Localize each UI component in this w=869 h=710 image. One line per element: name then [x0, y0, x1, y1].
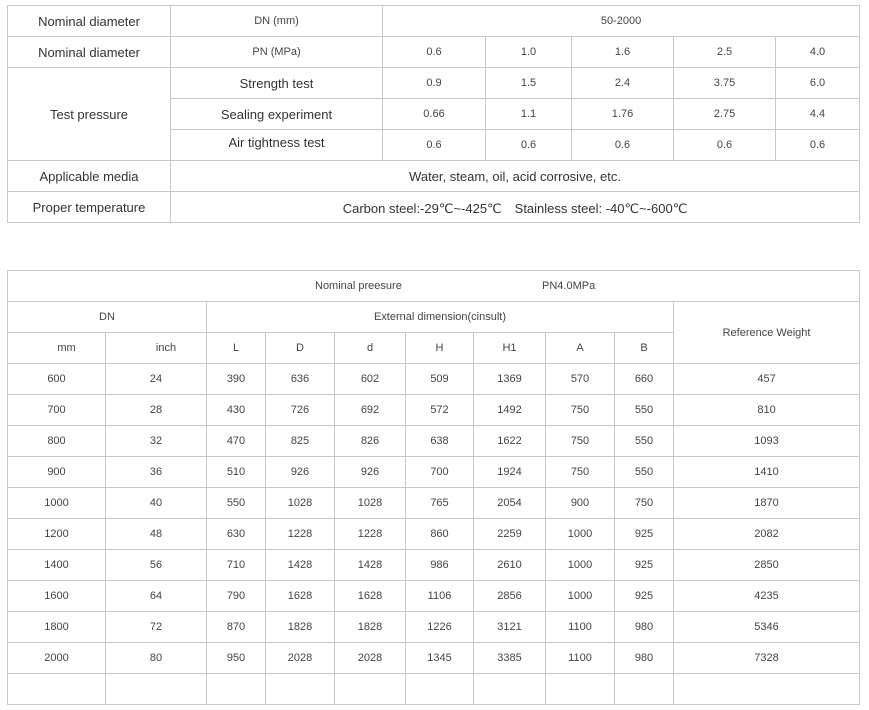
table-cell: 550 [615, 457, 674, 488]
table-cell: 56 [106, 550, 207, 581]
table-cell: 36 [106, 457, 207, 488]
table-cell-empty [406, 674, 474, 705]
spec-table [7, 5, 860, 223]
spec-value: 0.6 [776, 130, 860, 161]
table-cell: 1492 [474, 395, 546, 426]
table-cell: 1828 [335, 612, 406, 643]
table-cell: 1628 [266, 581, 335, 612]
dn-header: DN [8, 302, 207, 333]
table-cell: 430 [207, 395, 266, 426]
table-cell: 550 [615, 395, 674, 426]
spec-value: 4.0 [776, 37, 860, 68]
dimension-body [8, 364, 860, 705]
table-cell: 2259 [474, 519, 546, 550]
column-header-d-upper: D [266, 333, 335, 364]
table-row [8, 488, 860, 519]
column-header-h1: H1 [474, 333, 546, 364]
table-cell: 1100 [546, 612, 615, 643]
spec-row-media [8, 161, 860, 192]
table-cell: 826 [335, 426, 406, 457]
table-cell: 726 [266, 395, 335, 426]
table-cell: 870 [207, 612, 266, 643]
table-cell: 1028 [335, 488, 406, 519]
table-cell: 2028 [335, 643, 406, 674]
table-cell: 750 [546, 395, 615, 426]
table-cell: 1870 [674, 488, 860, 519]
table-cell: 1000 [8, 488, 106, 519]
table-cell: 1345 [406, 643, 474, 674]
table-cell: 1428 [266, 550, 335, 581]
table-cell: 3121 [474, 612, 546, 643]
table-cell: 4235 [674, 581, 860, 612]
spec-value: 0.6 [383, 130, 486, 161]
table-cell: 2054 [474, 488, 546, 519]
table-cell: 1622 [474, 426, 546, 457]
table-cell-empty [335, 674, 406, 705]
table-cell: 750 [615, 488, 674, 519]
table-cell: 1000 [546, 581, 615, 612]
table-cell: 790 [207, 581, 266, 612]
spec-value: 1.0 [486, 37, 572, 68]
test-name: Sealing experiment [171, 99, 383, 130]
spec-value: 1.6 [572, 37, 674, 68]
spec-unit: PN (MPa) [171, 37, 383, 68]
table-cell: 950 [207, 643, 266, 674]
spec-row-temperature [8, 192, 860, 223]
column-header-h: H [406, 333, 474, 364]
table-row [8, 395, 860, 426]
table-cell: 390 [207, 364, 266, 395]
table-cell: 800 [8, 426, 106, 457]
table-cell: 2028 [266, 643, 335, 674]
table-cell: 926 [335, 457, 406, 488]
table-cell: 28 [106, 395, 207, 426]
table-cell-empty [207, 674, 266, 705]
table-cell: 64 [106, 581, 207, 612]
table-cell: 600 [8, 364, 106, 395]
table-cell: 1428 [335, 550, 406, 581]
table-row [8, 643, 860, 674]
spec-value: 0.6 [674, 130, 776, 161]
spec-label: Proper temperature [8, 192, 171, 223]
column-header-b: B [615, 333, 674, 364]
table-cell: 1369 [474, 364, 546, 395]
table-cell: 72 [106, 612, 207, 643]
spec-value: 0.6 [383, 37, 486, 68]
table-cell: 900 [8, 457, 106, 488]
table-cell: 510 [207, 457, 266, 488]
table-cell: 2856 [474, 581, 546, 612]
table-cell: 636 [266, 364, 335, 395]
table-cell: 550 [207, 488, 266, 519]
table-cell: 1000 [546, 550, 615, 581]
table-cell: 925 [615, 519, 674, 550]
table-cell: 509 [406, 364, 474, 395]
table-cell: 1410 [674, 457, 860, 488]
table-cell: 457 [674, 364, 860, 395]
spec-value: 2.4 [572, 68, 674, 99]
table-row [8, 581, 860, 612]
spec-value: 0.66 [383, 99, 486, 130]
table-cell: 1828 [266, 612, 335, 643]
table-cell: 1228 [335, 519, 406, 550]
table-cell: 470 [207, 426, 266, 457]
table-cell: 1100 [546, 643, 615, 674]
table-cell: 7328 [674, 643, 860, 674]
spec-value: 6.0 [776, 68, 860, 99]
spec-row-strength [8, 68, 860, 99]
table-row [8, 426, 860, 457]
spec-value: 0.9 [383, 68, 486, 99]
table-cell: 1028 [266, 488, 335, 519]
table-cell: 40 [106, 488, 207, 519]
table-cell: 765 [406, 488, 474, 519]
table-row [8, 519, 860, 550]
spec-row-dn [8, 6, 860, 37]
table-cell: 692 [335, 395, 406, 426]
test-name: Strength test [171, 68, 383, 99]
table-cell: 986 [406, 550, 474, 581]
table-cell: 700 [8, 395, 106, 426]
table-cell: 2610 [474, 550, 546, 581]
table-cell: 32 [106, 426, 207, 457]
table-cell: 860 [406, 519, 474, 550]
table-cell: 638 [406, 426, 474, 457]
table-cell: 925 [615, 581, 674, 612]
table-cell: 1106 [406, 581, 474, 612]
table-cell: 660 [615, 364, 674, 395]
spec-unit: DN (mm) [171, 6, 383, 37]
table-cell-empty [474, 674, 546, 705]
table-cell: 48 [106, 519, 207, 550]
spec-label: Test pressure [8, 68, 171, 161]
nominal-pressure-value: PN4.0MPa [542, 280, 596, 292]
spec-value: 0.6 [572, 130, 674, 161]
table-cell: 1000 [546, 519, 615, 550]
table-cell: 925 [615, 550, 674, 581]
column-header-d-lower: d [335, 333, 406, 364]
test-name: Air tightness test [171, 130, 383, 161]
table-cell-empty [546, 674, 615, 705]
table-cell: 570 [546, 364, 615, 395]
table-cell: 700 [406, 457, 474, 488]
table-cell: 572 [406, 395, 474, 426]
spec-label: Nominal diameter [8, 37, 171, 68]
external-dimension-header: External dimension(cinsult) [207, 302, 674, 333]
spec-value: 3.75 [674, 68, 776, 99]
dim-header-row [8, 302, 860, 333]
table-cell: 3385 [474, 643, 546, 674]
spec-label: Applicable media [8, 161, 171, 192]
table-cell: 980 [615, 643, 674, 674]
table-cell: 750 [546, 457, 615, 488]
table-cell: 1200 [8, 519, 106, 550]
table-cell-empty [674, 674, 860, 705]
spec-value: Carbon steel:-29℃~-425℃ Stainless steel: -40℃~-600℃ [171, 192, 860, 223]
table-cell: 1800 [8, 612, 106, 643]
table-cell: 80 [106, 643, 207, 674]
spec-value: 1.5 [486, 68, 572, 99]
spec-row-pn [8, 37, 860, 68]
table-row [8, 457, 860, 488]
column-header-inch: inch [106, 333, 207, 364]
table-cell: 5346 [674, 612, 860, 643]
table-cell: 24 [106, 364, 207, 395]
spec-value: 1.76 [572, 99, 674, 130]
table-cell: 2850 [674, 550, 860, 581]
table-cell: 1400 [8, 550, 106, 581]
table-cell: 900 [546, 488, 615, 519]
table-cell: 926 [266, 457, 335, 488]
table-cell: 2082 [674, 519, 860, 550]
table-cell: 1093 [674, 426, 860, 457]
table-cell: 1228 [266, 519, 335, 550]
table-row-empty [8, 674, 860, 705]
dim-title-cell [8, 271, 860, 302]
table-row [8, 364, 860, 395]
dim-title-row [8, 271, 860, 302]
table-cell-empty [615, 674, 674, 705]
table-cell: 710 [207, 550, 266, 581]
table-cell: 1628 [335, 581, 406, 612]
table-cell: 1226 [406, 612, 474, 643]
column-header-a: A [546, 333, 615, 364]
table-cell-empty [8, 674, 106, 705]
table-cell: 980 [615, 612, 674, 643]
table-row [8, 550, 860, 581]
table-cell: 1924 [474, 457, 546, 488]
spec-value: 2.5 [674, 37, 776, 68]
spec-value: 0.6 [486, 130, 572, 161]
spec-value: 50-2000 [383, 6, 860, 37]
table-cell: 750 [546, 426, 615, 457]
column-header-l: L [207, 333, 266, 364]
table-cell-empty [266, 674, 335, 705]
column-header-mm: mm [8, 333, 106, 364]
table-cell: 810 [674, 395, 860, 426]
table-cell: 630 [207, 519, 266, 550]
reference-weight-header: Reference Weight [674, 302, 860, 364]
table-cell: 2000 [8, 643, 106, 674]
table-cell-empty [106, 674, 207, 705]
spec-value: 4.4 [776, 99, 860, 130]
spec-value: Water, steam, oil, acid corrosive, etc. [171, 161, 860, 192]
table-cell: 1600 [8, 581, 106, 612]
spec-value: 2.75 [674, 99, 776, 130]
spec-label: Nominal diameter [8, 6, 171, 37]
spec-value: 1.1 [486, 99, 572, 130]
table-cell: 550 [615, 426, 674, 457]
table-row [8, 612, 860, 643]
table-cell: 602 [335, 364, 406, 395]
dimension-table [7, 270, 860, 705]
nominal-pressure-label: Nominal preesure [315, 280, 402, 292]
table-cell: 825 [266, 426, 335, 457]
